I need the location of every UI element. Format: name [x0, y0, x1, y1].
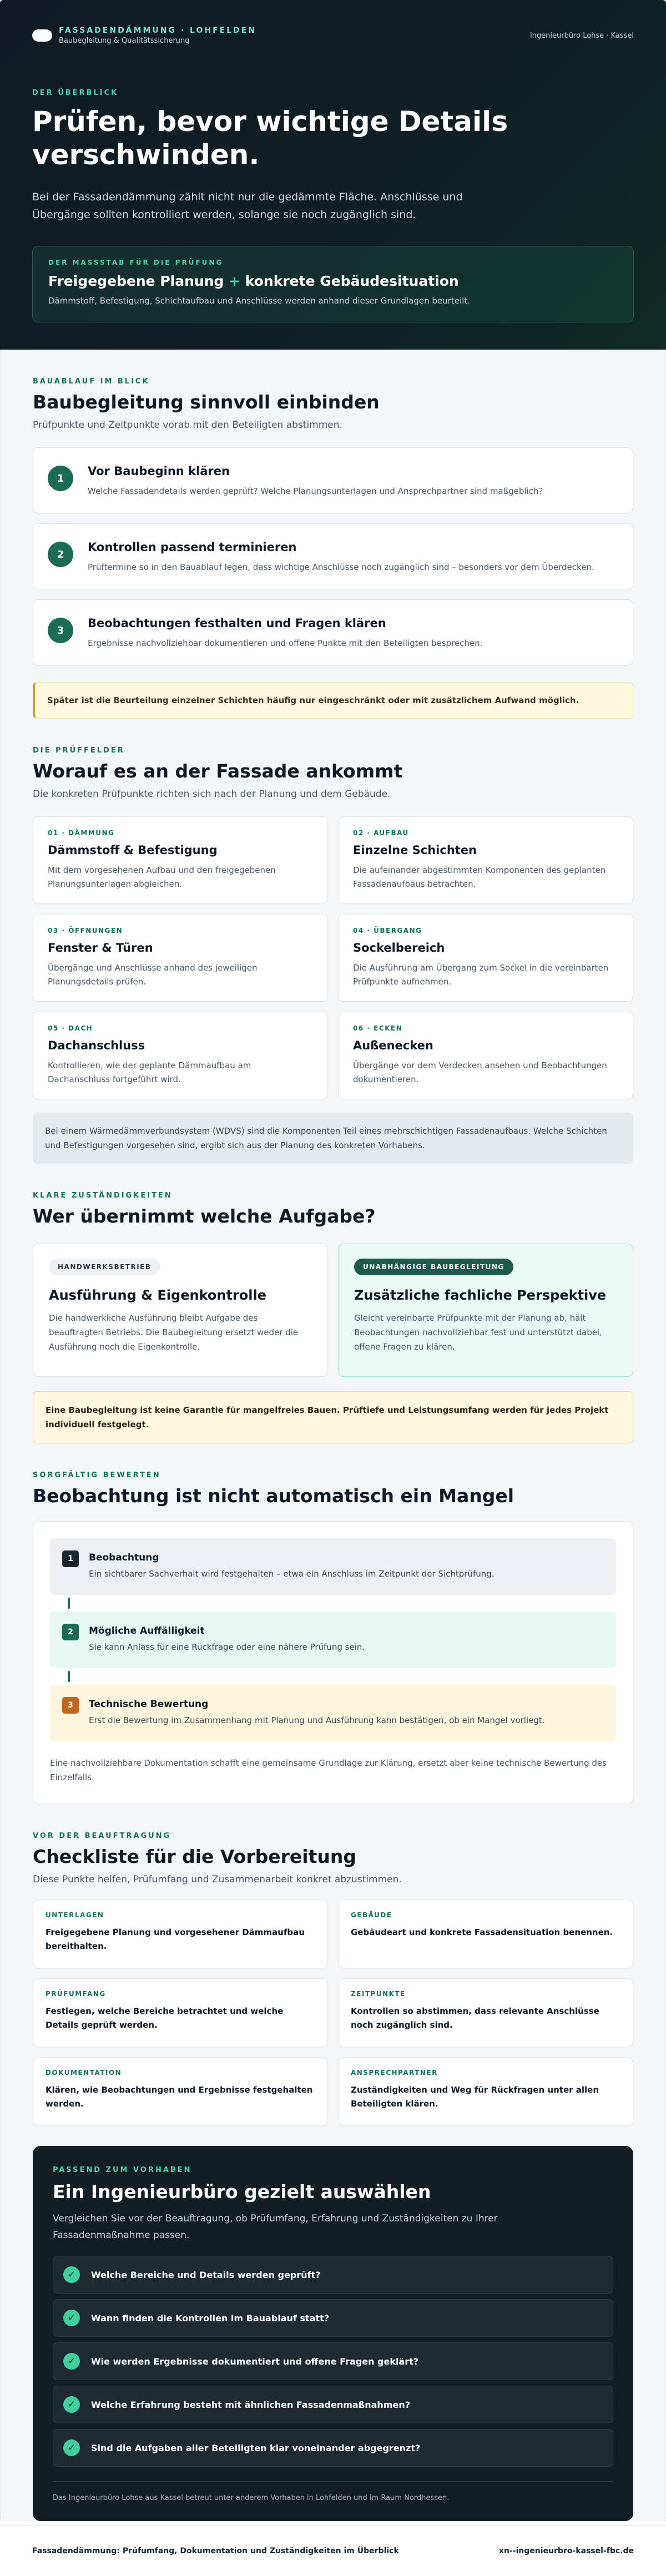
check-icon: ✓	[63, 2266, 80, 2283]
hero-eyebrow: DER ÜBERBLICK	[32, 89, 119, 97]
hero-box-eyebrow: DER MASSSTAB FÜR DIE PRÜFUNG	[48, 259, 224, 266]
step-number-badge: 3	[48, 618, 73, 643]
section-eyebrow: BAUABLAUF IM BLICK	[33, 377, 150, 386]
evaluation-step	[50, 1538, 616, 1595]
section-eyebrow: DIE PRÜFFELDER	[33, 746, 125, 755]
role-grid	[33, 1244, 633, 1377]
check-field-text: Die aufeinander abgestimmten Komponenten des geplanten Fassadenaufbaus betrachten.	[353, 865, 606, 889]
section-bauablauf	[33, 350, 633, 719]
evaluation-step-text: Sie kann Anlass für eine Rückfrage oder eine nähere Prüfung sein.	[89, 1642, 365, 1652]
hero-section	[0, 0, 666, 350]
checklist-tag: ZEITPUNKTE	[351, 1990, 406, 1998]
main-content	[0, 350, 666, 2521]
section-subtitle: Prüfpunkte und Zeitpunkte vorab mit den Beteiligten abstimmen.	[33, 420, 342, 431]
check-field-title: Dämmstoff & Befestigung	[48, 843, 218, 857]
step-text: Prüftermine so in den Bauablauf legen, dass wichtige Anschlüsse noch zugänglich sind – besonders vor dem Überdecken.	[88, 562, 594, 572]
cta-question-text: Sind die Aufgaben aller Beteiligten klar voneinander abgegrenzt?	[91, 2442, 421, 2453]
check-icon: ✓	[63, 2439, 80, 2456]
evaluation-step	[50, 1685, 616, 1741]
check-field-text: Mit dem vorgesehenen Aufbau und den freigegebenen Planungsunterlagen abgleichen.	[48, 865, 276, 889]
brand[interactable]	[32, 26, 256, 45]
role-card-handwerk	[33, 1244, 328, 1377]
cta-question-item	[53, 2299, 613, 2337]
check-field-card	[33, 914, 328, 1002]
check-field-text: Die Ausführung am Übergang zum Sockel in die vereinbarten Prüfpunkte aufnehmen.	[353, 963, 609, 987]
cta-question-text: Welche Erfahrung besteht mit ähnlichen Fassadenmaßnahmen?	[91, 2399, 410, 2410]
evaluation-step-title: Mögliche Auffälligkeit	[89, 1625, 205, 1636]
section-title: Worauf es an der Fassade ankommt	[33, 760, 403, 782]
check-field-tag: 05 · DACH	[48, 1024, 93, 1032]
cta-footnote: Das Ingenieurbüro Lohse aus Kassel betreut unter anderem Vorhaben in Lohfelden und im Raum Nordhessen.	[53, 2494, 450, 2502]
role-title: Zusätzliche fachliche Perspektive	[354, 1287, 607, 1303]
checklist-text: Zuständigkeiten und Weg für Rückfragen unter allen Beteiligten klären.	[351, 2085, 599, 2109]
check-field-tag: 01 · DÄMMUNG	[48, 829, 115, 837]
cta-question-text: Wie werden Ergebnisse dokumentiert und offene Fragen geklärt?	[91, 2356, 419, 2367]
section-eyebrow: KLARE ZUSTÄNDIGKEITEN	[33, 1191, 173, 1200]
hero-lead: Bei der Fassadendämmung zählt nicht nur die gedämmte Fläche. Anschlüsse und Übergänge sollten kontrolliert werden, solange sie noch zugänglich sind.	[32, 191, 463, 221]
checklist-card	[338, 2057, 633, 2126]
section-title: Baubegleitung sinnvoll einbinden	[33, 391, 380, 413]
check-field-tag: 06 · ECKEN	[353, 1024, 403, 1032]
cta-question-text: Wann finden die Kontrollen im Bauablauf statt?	[91, 2312, 330, 2324]
warning-note: Später ist die Beurteilung einzelner Schichten häufig nur eingeschränkt oder mit zusätzlichem Aufwand möglich.	[33, 682, 633, 719]
cta-text: Vergleichen Sie vor der Beauftragung, ob Prüfumfang, Erfahrung und Zuständigkeiten zu Ihrer Fassadenmaßnahme passen.	[53, 2213, 498, 2241]
evaluation-step-badge: 3	[62, 1697, 79, 1714]
role-card-baubegleitung	[338, 1244, 633, 1377]
checklist-text: Klären, wie Beobachtungen und Ergebnisse festgehalten werden.	[46, 2085, 313, 2109]
connector-line	[50, 1668, 616, 1685]
check-field-text: Kontrollieren, wie der geplante Dämmaufbau am Dachanschluss fortgeführt wird.	[48, 1060, 251, 1084]
hero-box-title-part1: Freigegebene Planung	[48, 273, 224, 289]
check-field-card	[338, 816, 633, 904]
check-field-title: Dachanschluss	[48, 1039, 145, 1052]
section-title: Checkliste für die Vorbereitung	[33, 1846, 356, 1867]
step-card	[33, 523, 633, 589]
check-field-grid	[33, 816, 633, 1099]
evaluation-step-badge: 1	[62, 1550, 79, 1567]
step-title: Vor Baubeginn klären	[88, 464, 230, 478]
hero-box-text: Dämmstoff, Befestigung, Schichtaufbau und Anschlüsse werden anhand dieser Grundlagen beurteilt.	[48, 296, 470, 306]
checklist-text: Freigegebene Planung und vorgesehener Dämmaufbau bereithalten.	[46, 1927, 305, 1951]
evaluation-step-title: Technische Bewertung	[89, 1699, 209, 1710]
divider	[53, 2481, 613, 2482]
checklist-text: Kontrollen so abstimmen, dass relevante Anschlüsse noch zugänglich sind.	[351, 2006, 599, 2030]
evaluation-footnote: Eine nachvollziehbare Dokumentation schafft eine gemeinsame Grundlage zur Klärung, ersetzt aber keine technische Bewertung des Einzelfalls.	[50, 1758, 607, 1782]
checklist-tag: ANSPRECHPARTNER	[351, 2069, 438, 2077]
step-list	[33, 447, 633, 665]
cta-question-text: Welche Bereiche und Details werden geprüft?	[91, 2269, 321, 2280]
cta-question-list	[53, 2256, 613, 2467]
check-field-card	[338, 914, 633, 1002]
check-icon: ✓	[63, 2396, 80, 2413]
connector-line	[50, 1595, 616, 1612]
check-field-title: Einzelne Schichten	[353, 843, 477, 857]
step-number-badge: 2	[48, 542, 73, 567]
checklist-card	[338, 1978, 633, 2047]
role-text: Die handwerkliche Ausführung bleibt Aufgabe des beauftragten Betriebs. Die Baubegleitung ersetzt weder die Ausführung noch die Eigenkontrolle.	[49, 1313, 299, 1352]
step-text: Ergebnisse nachvollziehbar dokumentieren und offene Punkte mit den Beteiligten besprechen.	[88, 638, 483, 648]
evaluation-card	[33, 1521, 633, 1804]
checklist-tag: GEBÄUDE	[351, 1911, 392, 1919]
brand-subtitle: Baubegleitung & Qualitätssicherung	[59, 37, 190, 45]
check-field-text: Übergänge und Anschlüsse anhand des jeweiligen Planungsdetails prüfen.	[48, 963, 258, 987]
plus-icon: +	[229, 273, 241, 289]
section-eyebrow: VOR DER BEAUFTRAGUNG	[33, 1832, 171, 1840]
step-title: Beobachtungen festhalten und Fragen klären	[88, 617, 386, 630]
role-title: Ausführung & Eigenkontrolle	[49, 1287, 266, 1303]
section-zustaendigkeiten	[33, 1164, 633, 1443]
checklist-card	[33, 1978, 328, 2047]
check-field-title: Fenster & Türen	[48, 941, 153, 954]
hero-box-title-part2: konkrete Gebäudesituation	[245, 273, 459, 289]
cta-eyebrow: PASSEND ZUM VORHABEN	[53, 2166, 192, 2174]
role-pill: UNABHÄNGIGE BAUBEGLEITUNG	[354, 1259, 513, 1275]
hero-box-title	[48, 273, 618, 289]
checklist-tag: UNTERLAGEN	[46, 1911, 104, 1919]
checklist-text: Gebäudeart und konkrete Fassadensituation benennen.	[351, 1927, 613, 1937]
office-label: Ingenieurbüro Lohse · Kassel	[529, 31, 634, 40]
check-field-card	[338, 1012, 633, 1099]
cta-panel	[33, 2146, 633, 2521]
check-field-title: Außenecken	[353, 1039, 433, 1052]
role-pill: HANDWERKSBETRIEB	[49, 1259, 160, 1275]
check-field-tag: 02 · AUFBAU	[353, 829, 409, 837]
evaluation-step-text: Erst die Bewertung im Zusammenhang mit Planung und Ausführung kann bestätigen, ob ein Mangel vorliegt.	[89, 1715, 545, 1725]
check-field-card	[33, 816, 328, 904]
info-note: Bei einem Wärmedämmverbundsystem (WDVS) sind die Komponenten Teil eines mehrschichtigen Fassadenaufbaus. Welche Schichten und Befestigungen vorgesehen sind, ergibt sich aus der Planung des konkreten Vorhabens.	[33, 1113, 633, 1164]
evaluation-step	[50, 1612, 616, 1668]
step-card	[33, 599, 633, 665]
page-footer	[0, 2525, 666, 2576]
check-field-card	[33, 1012, 328, 1099]
cta-question-item	[53, 2429, 613, 2467]
checklist-grid	[33, 1900, 633, 2126]
footer-domain-link[interactable]: xn--ingenieurbro-kassel-fbc.de	[498, 2546, 634, 2555]
section-checkliste	[33, 1804, 633, 2521]
role-text: Gleicht vereinbarte Prüfpunkte mit der Planung ab, hält Beobachtungen nachvollziehbar fest und unterstützt dabei, offene Fragen zu klären.	[354, 1313, 602, 1352]
hero-standard-box	[32, 246, 634, 322]
section-title: Beobachtung ist nicht automatisch ein Mangel	[33, 1485, 514, 1507]
section-subtitle: Diese Punkte helfen, Prüfumfang und Zusammenarbeit konkret abzustimmen.	[33, 1874, 402, 1885]
evaluation-step-title: Beobachtung	[89, 1552, 159, 1563]
section-eyebrow: SORGFÄLTIG BEWERTEN	[33, 1471, 161, 1479]
checklist-text: Festlegen, welche Bereiche betrachtet und welche Details geprüft werden.	[46, 2006, 284, 2030]
checklist-tag: DOKUMENTATION	[46, 2069, 122, 2077]
section-subtitle: Die konkreten Prüfpunkte richten sich nach der Planung und dem Gebäude.	[33, 789, 391, 800]
check-field-title: Sockelbereich	[353, 941, 445, 954]
cta-title: Ein Ingenieurbüro gezielt auswählen	[53, 2181, 431, 2203]
step-number-badge: 1	[48, 466, 73, 491]
evaluation-step-badge: 2	[62, 1624, 79, 1640]
check-icon: ✓	[63, 2310, 80, 2326]
section-title: Wer übernimmt welche Aufgabe?	[33, 1205, 376, 1227]
check-icon: ✓	[63, 2353, 80, 2370]
check-field-text: Übergänge vor dem Verdecken ansehen und Beobachtungen dokumentieren.	[353, 1060, 607, 1084]
check-field-tag: 04 · ÜBERGANG	[353, 927, 422, 935]
evaluation-step-text: Ein sichtbarer Sachverhalt wird festgehalten – etwa ein Anschluss im Zeitpunkt der Sichtprüfung.	[89, 1569, 495, 1579]
footer-title: Fassadendämmung: Prüfumfang, Dokumentation und Zuständigkeiten im Überblick	[32, 2546, 399, 2555]
section-bewerten	[33, 1443, 633, 1804]
cta-question-item	[53, 2256, 613, 2294]
brand-name: FASSADENDÄMMUNG · LOHFELDEN	[59, 26, 257, 35]
checklist-card	[33, 2057, 328, 2126]
cta-question-item	[53, 2386, 613, 2423]
topbar	[32, 22, 634, 49]
step-text: Welche Fassadendetails werden geprüft? Welche Planungsunterlagen und Ansprechpartner sind maßgeblich?	[88, 486, 543, 496]
step-card	[33, 447, 633, 513]
check-field-tag: 03 · ÖFFNUNGEN	[48, 927, 123, 935]
checklist-card	[33, 1900, 328, 1968]
step-title: Kontrollen passend terminieren	[88, 541, 297, 554]
section-pruffelder	[33, 719, 633, 1164]
checklist-tag: PRÜFUMFANG	[46, 1990, 106, 1998]
hero-title: Prüfen, bevor wichtige Details verschwinden.	[32, 105, 508, 171]
checklist-card	[338, 1900, 633, 1968]
brand-logo-icon	[32, 29, 52, 42]
warning-note: Eine Baubegleitung ist keine Garantie für mangelfreies Bauen. Prüftiefe und Leistungsumfang werden für jedes Projekt individuell festgelegt.	[33, 1391, 633, 1443]
cta-question-item	[53, 2342, 613, 2380]
